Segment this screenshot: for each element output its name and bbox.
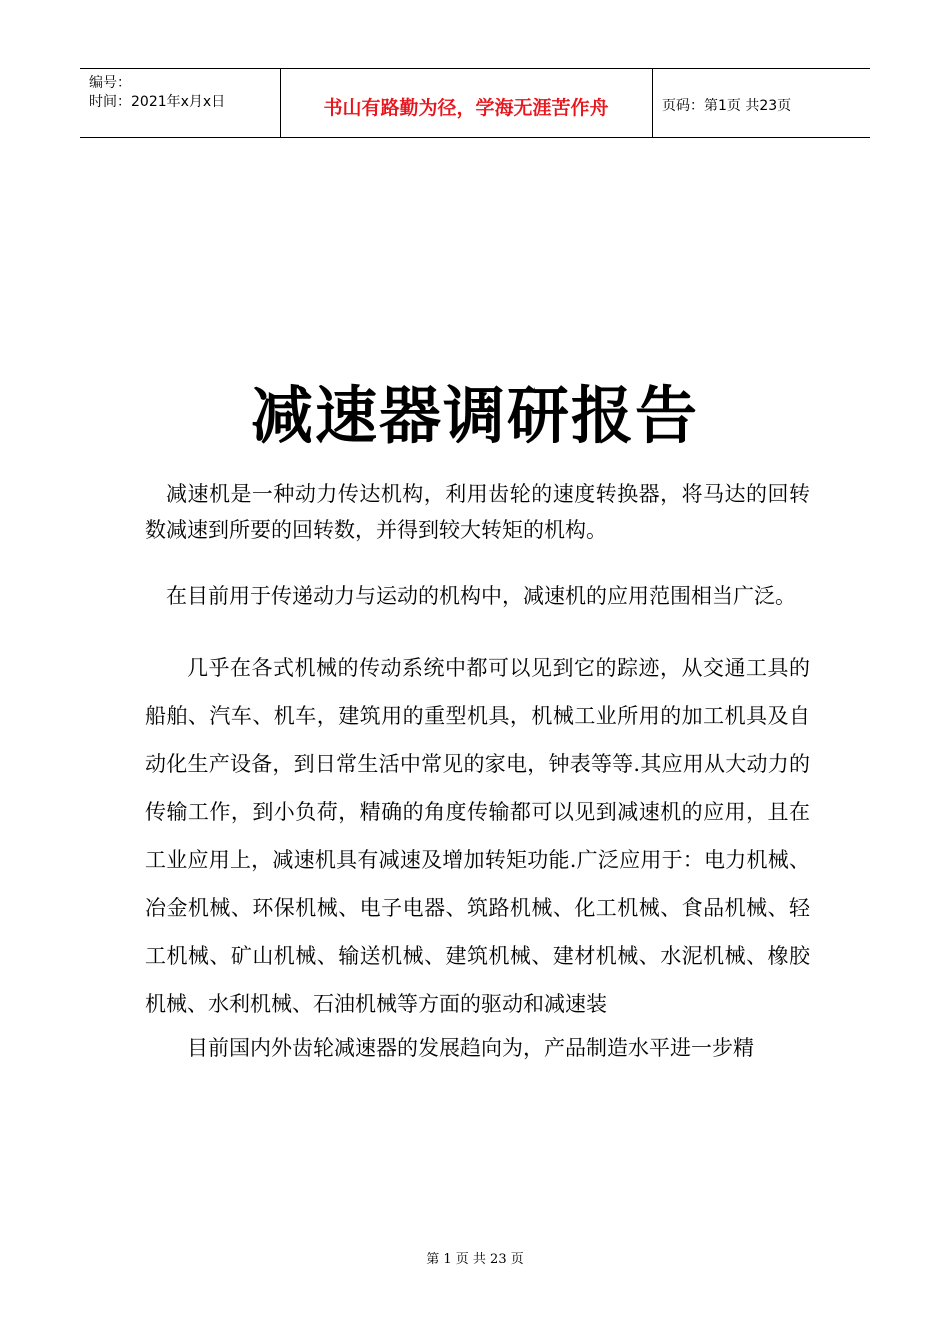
paragraph: 几乎在各式机械的传动系统中都可以见到它的踪迹，从交通工具的船舶、汽车、机车，建筑用的重型机具，机械工业所用的加工机具及自动化生产设备，到日常生活中常见的家电，钟表等等.其应用从大动力的传输工作，到小负荷，精确的角度传输都可以见到减速机的应用，且在工业应用上，减速机具有减速及增加转矩功能.广泛应用于：电力机械、冶金机械、环保机械、电子电器、筑路机械、化工机械、食品机械、轻工机械、矿山机械、输送机械、建筑机械、建材机械、水泥机械、橡胶机械、水利机械、石油机械等方面的驱动和减速装 (145, 656, 810, 1016)
document-number-label: 编号： (89, 75, 131, 91)
document-date: 时间：2021年x月x日 (89, 94, 226, 110)
header-motto: 书山有路勤为径，学海无涯苦作舟 (323, 97, 609, 119)
paragraph: 减速机是一种动力传达机构，利用齿轮的速度转换器，将马达的回转数减速到所要的回转数，并得到较大转矩的机构。 (145, 482, 810, 542)
page-footer: 第 1 页 共 23 页 (426, 1252, 524, 1267)
header-info-cell (80, 69, 281, 137)
header-page-info: 页码：第1页 共23页 (662, 98, 792, 114)
header-motto-cell (280, 69, 653, 137)
document-title: 减速器调研报告 (250, 379, 699, 452)
page-header (80, 68, 870, 138)
paragraph: 在目前用于传递动力与运动的机构中，减速机的应用范围相当广泛。 (166, 584, 796, 608)
paragraph: 目前国内外齿轮减速器的发展趋向为，产品制造水平进一步精 (187, 1036, 754, 1060)
header-page-cell (652, 69, 870, 137)
document-body (145, 476, 810, 1068)
